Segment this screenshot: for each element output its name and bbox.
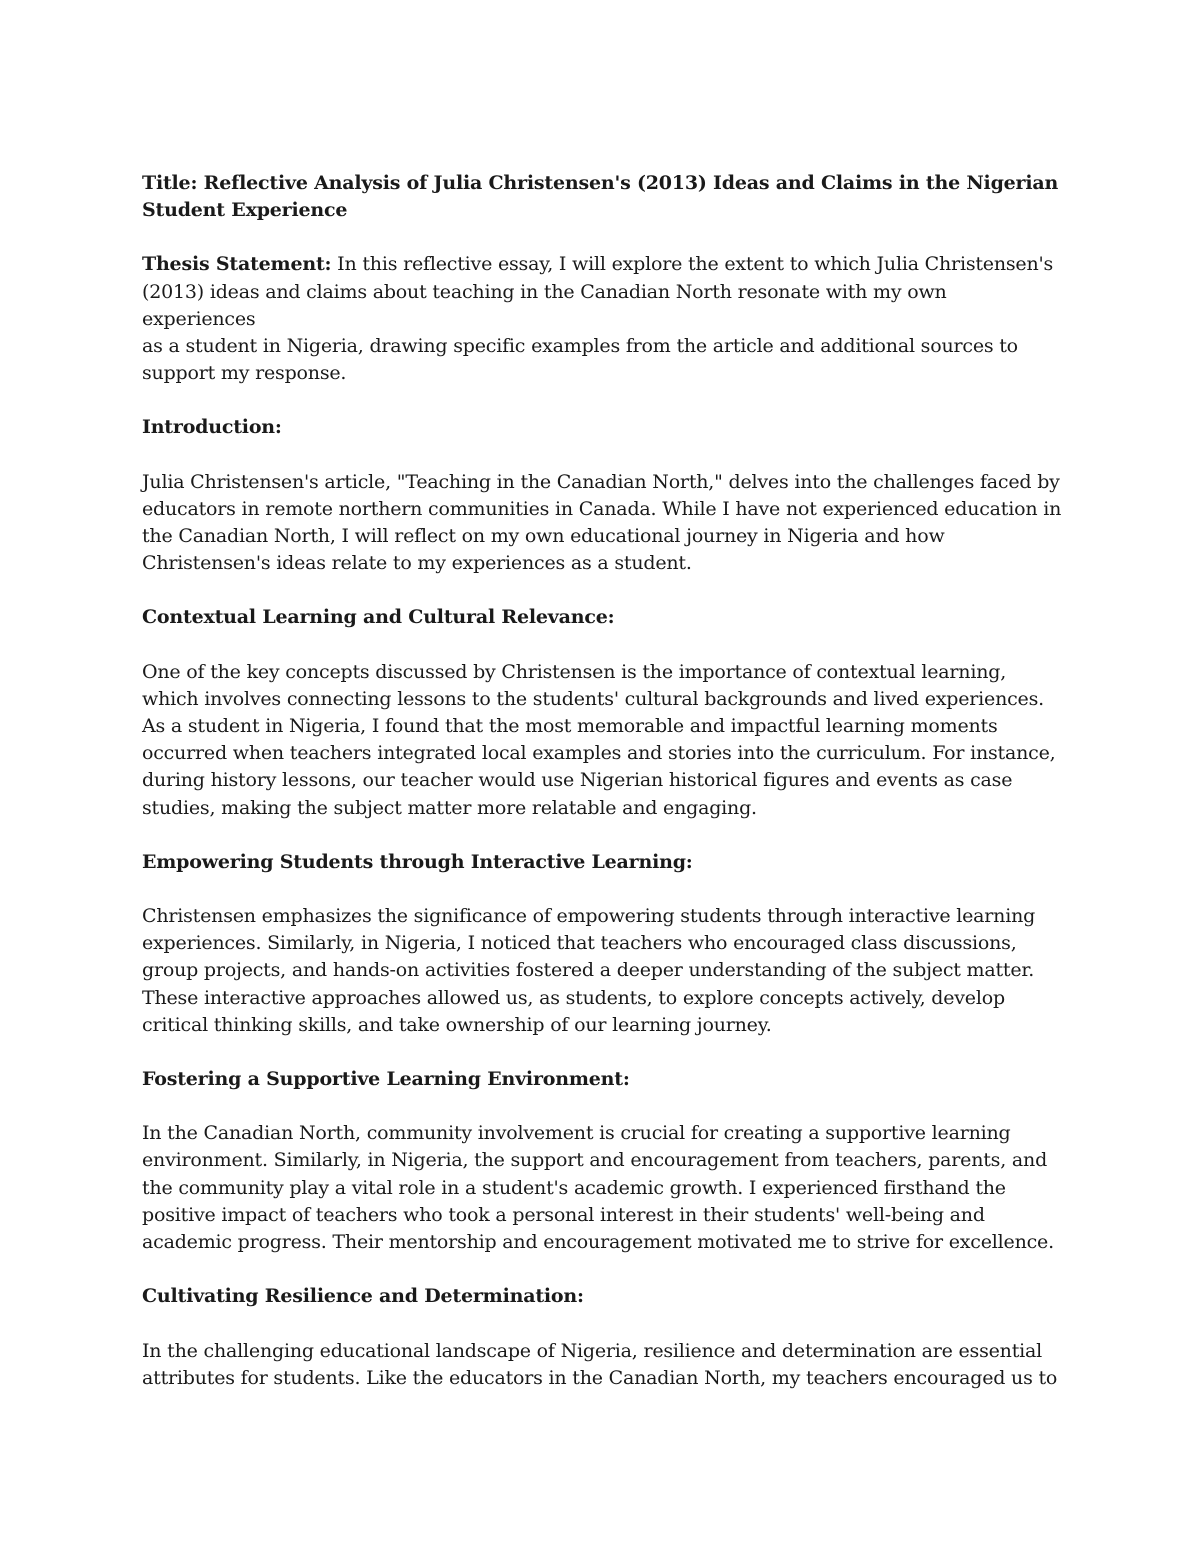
section-body-introduction: Julia Christensen's article, "Teaching in the Canadian North," delves into the challenges faced by educators in remote northern communities in Canada. While I have not experienced education in the Canadian North, I will reflect on my own educational journey in Nigeria and how Christensen's ideas relate to my experiences as a student. [142,470,1062,575]
thesis-text: In this reflective essay, I will explore the extent to which Julia Christensen's (2013) ideas and claims about teaching in the Canadian North resonate with my own experiences as a student in Nigeria, drawing specific examples from the article and additional sources to support my response. [142,253,1054,385]
section-heading-interactive-learning: Empowering Students through Interactive Learning: [142,850,693,873]
document-page [142,170,1062,1419]
document-title: Title: Reflective Analysis of Julia Christensen's (2013) Ideas and Claims in the Nigerian Student Experience [142,172,1059,222]
section-body-contextual-learning: One of the key concepts discussed by Christensen is the importance of contextual learning, which involves connecting lessons to the students' cultural backgrounds and lived experiences. As a student in Nigeria, I found that the most memorable and impactful learning moments occurred when teachers integrated local examples and stories into the curriculum. For instance, during history lessons, our teacher would use Nigerian historical figures and events as case studies, making the subject matter more relatable and engaging. [142,660,1056,819]
section-body-supportive-environment: In the Canadian North, community involvement is crucial for creating a supportive learning environment. Similarly, in Nigeria, the support and encouragement from teachers, parents, and the community play a vital role in a student's academic growth. I experienced firsthand the positive impact of teachers who took a personal interest in their students' well-being and academic progress. Their mentorship and encouragement motivated me to strive for excellence. [142,1122,1054,1254]
thesis-statement [142,251,1062,387]
section-body-resilience: In the challenging educational landscape of Nigeria, resilience and determination are essential attributes for students. Like the educators in the Canadian North, my teachers encouraged us to [142,1339,1058,1389]
section-heading-supportive-environment: Fostering a Supportive Learning Environment: [142,1068,630,1091]
thesis-label: Thesis Statement: [142,253,332,276]
section-body-interactive-learning: Christensen emphasizes the significance of empowering students through interactive learning experiences. Similarly, in Nigeria, I noticed that teachers who encouraged class discussions, group projects, and hands-on activities fostered a deeper understanding of the subject matter. These interactive approaches allowed us, as students, to explore concepts actively, develop critical thinking skills, and take ownership of our learning journey. [142,905,1036,1036]
section-heading-contextual-learning: Contextual Learning and Cultural Relevance: [142,606,615,629]
section-heading-introduction: Introduction: [142,416,282,439]
section-heading-resilience: Cultivating Resilience and Determination: [142,1285,584,1308]
